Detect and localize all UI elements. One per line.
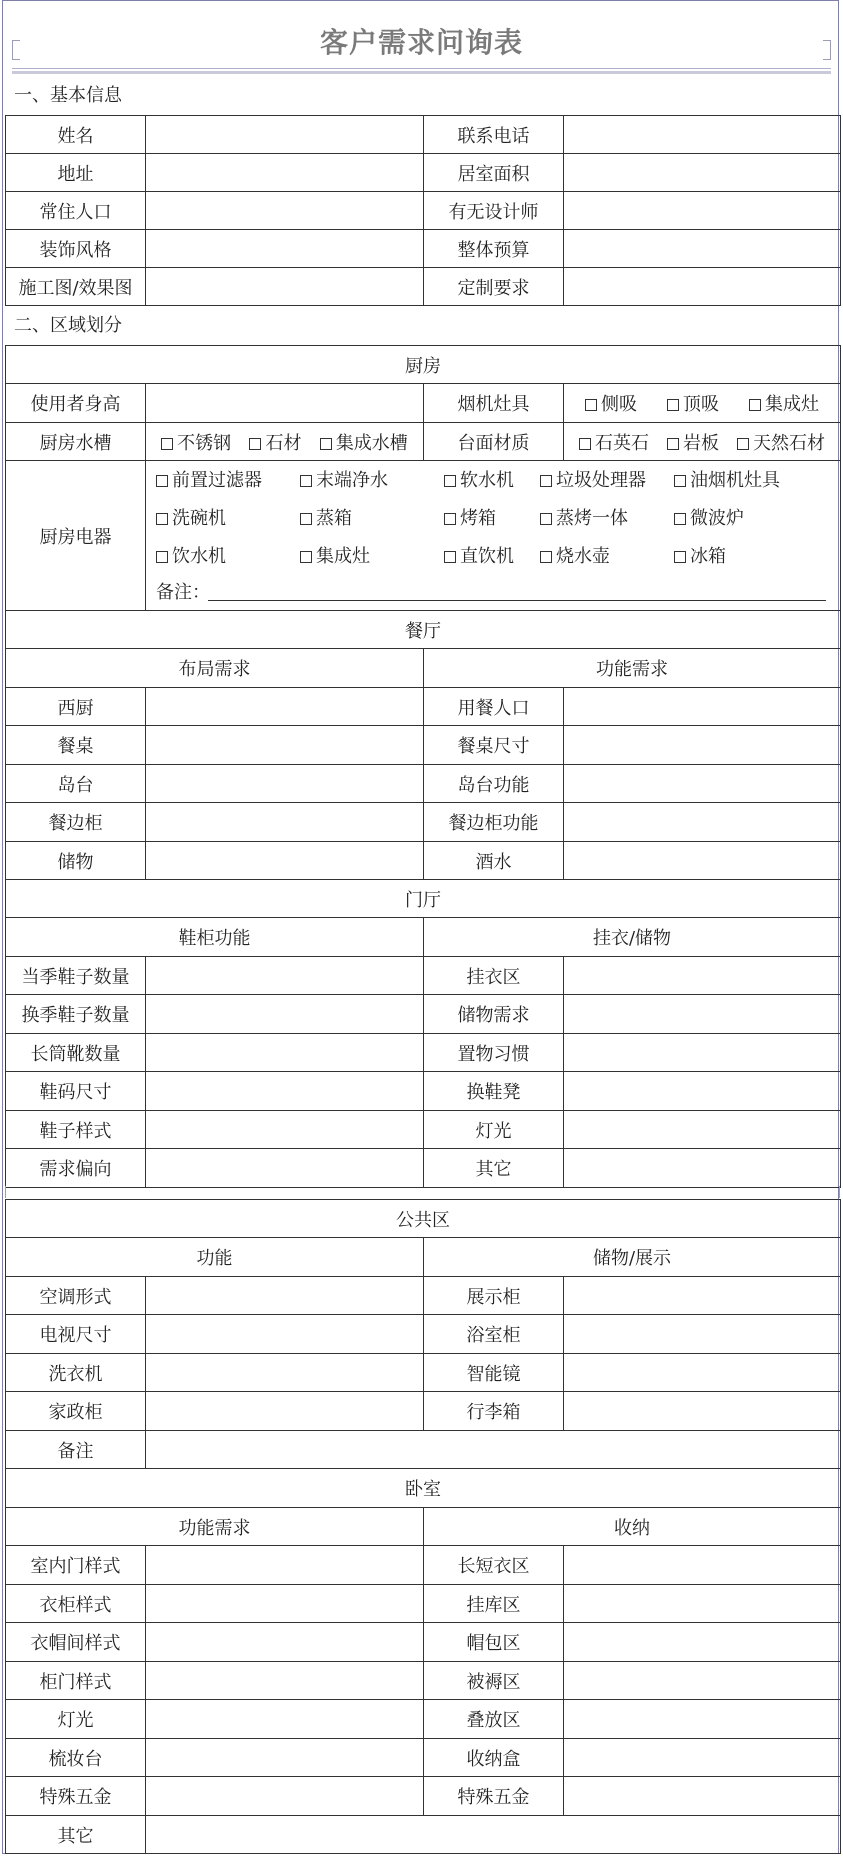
table-row xyxy=(6,423,841,461)
field-input[interactable] xyxy=(564,765,841,803)
field-label: 特殊五金 xyxy=(6,1777,146,1816)
field-label: 电视尺寸 xyxy=(6,1315,146,1354)
appliance-option[interactable]: 前置过滤器 xyxy=(156,462,262,500)
field-input[interactable] xyxy=(146,268,424,306)
field-input[interactable] xyxy=(146,1277,424,1315)
counter-options xyxy=(564,423,841,461)
checkbox-icon xyxy=(156,513,168,525)
bedroom-right-header: 收纳 xyxy=(424,1508,841,1546)
field-input[interactable] xyxy=(146,192,424,230)
table-row xyxy=(6,995,841,1034)
field-label: 长短衣区 xyxy=(424,1546,564,1585)
checkbox-icon xyxy=(300,475,312,487)
field-input[interactable] xyxy=(564,688,841,726)
field-label: 柜门样式 xyxy=(6,1662,146,1700)
foyer-subheader-row xyxy=(6,918,841,957)
section-basic-info: 一、基本信息 xyxy=(14,85,122,106)
bedroom-header: 卧室 xyxy=(6,1469,841,1508)
field-input[interactable] xyxy=(564,1111,841,1149)
public-subheader-row xyxy=(6,1238,841,1277)
field-input[interactable] xyxy=(146,1662,424,1700)
appliances-option-row xyxy=(146,500,840,538)
appliance-option[interactable]: 蒸箱 xyxy=(300,500,352,538)
page-title: 客户需求问询表 xyxy=(319,26,523,59)
field-label: 施工图/效果图 xyxy=(6,268,146,306)
table-row xyxy=(6,1585,841,1623)
field-label: 长筒靴数量 xyxy=(6,1034,146,1072)
public-left-header: 功能 xyxy=(6,1238,424,1277)
field-label: 定制要求 xyxy=(424,268,564,306)
page-break-separator xyxy=(5,1186,840,1198)
checkbox-icon xyxy=(579,438,591,450)
field-input[interactable] xyxy=(564,116,841,154)
field-label: 有无设计师 xyxy=(424,192,564,230)
table-row xyxy=(6,1700,841,1739)
counter-option[interactable]: 天然石材 xyxy=(737,429,825,455)
table-row xyxy=(6,842,841,880)
field-label: 西厨 xyxy=(6,688,146,726)
table-row xyxy=(6,765,841,803)
field-input[interactable] xyxy=(564,842,841,880)
public-right-header: 储物/展示 xyxy=(424,1238,841,1277)
table-row xyxy=(6,1315,841,1354)
dining-right-header: 功能需求 xyxy=(424,649,841,688)
appliances-option-row xyxy=(146,462,840,500)
table-row xyxy=(6,1034,841,1072)
field-input[interactable] xyxy=(564,1662,841,1700)
field-input[interactable] xyxy=(146,230,424,268)
table-row xyxy=(6,230,841,268)
field-input[interactable] xyxy=(564,230,841,268)
table-row xyxy=(6,268,841,306)
field-label: 需求偏向 xyxy=(6,1149,146,1188)
table-row xyxy=(6,1623,841,1662)
table-row xyxy=(6,384,841,423)
field-input[interactable] xyxy=(564,957,841,995)
field-input[interactable] xyxy=(564,803,841,842)
sink-option[interactable]: 集成水槽 xyxy=(320,429,408,455)
checkbox-icon xyxy=(540,475,552,487)
checkbox-icon xyxy=(667,438,679,450)
title-rule xyxy=(12,68,831,69)
field-label: 居室面积 xyxy=(424,154,564,192)
note-line-input[interactable] xyxy=(208,600,826,601)
field-input[interactable] xyxy=(146,726,424,765)
basic-info-body xyxy=(6,116,841,306)
table-row xyxy=(6,1816,841,1854)
kitchen-header: 厨房 xyxy=(6,346,841,384)
appliance-option[interactable]: 饮水机 xyxy=(156,538,226,576)
appliances-options xyxy=(146,461,841,611)
appliances-note xyxy=(146,576,840,610)
table-row xyxy=(6,116,841,154)
field-input[interactable] xyxy=(564,1315,841,1354)
bedroom-other-input[interactable] xyxy=(146,1816,841,1854)
field-label: 鞋子样式 xyxy=(6,1111,146,1149)
appliance-option[interactable]: 洗碗机 xyxy=(156,500,226,538)
table-row xyxy=(6,1354,841,1392)
sink-option[interactable]: 石材 xyxy=(249,429,301,455)
appliance-option[interactable]: 集成灶 xyxy=(300,538,370,576)
field-label: 行李箱 xyxy=(424,1392,564,1431)
checkbox-icon xyxy=(674,475,686,487)
checkbox-icon xyxy=(300,551,312,563)
field-label: 常住人口 xyxy=(6,192,146,230)
field-input[interactable] xyxy=(564,154,841,192)
field-label: 衣帽间样式 xyxy=(6,1623,146,1662)
checkbox-icon xyxy=(667,399,679,411)
field-label: 室内门样式 xyxy=(6,1546,146,1585)
appliance-option[interactable]: 冰箱 xyxy=(674,538,726,576)
sink-label: 厨房水槽 xyxy=(6,423,146,461)
field-label: 置物习惯 xyxy=(424,1034,564,1072)
field-input[interactable] xyxy=(146,116,424,154)
field-input[interactable] xyxy=(564,726,841,765)
dining-subheader-row xyxy=(6,649,841,688)
field-label: 帽包区 xyxy=(424,1623,564,1662)
table-row xyxy=(6,1739,841,1777)
field-label: 特殊五金 xyxy=(424,1777,564,1816)
field-input[interactable] xyxy=(564,1623,841,1662)
field-input[interactable] xyxy=(146,1585,424,1623)
field-input[interactable] xyxy=(564,995,841,1034)
table-row xyxy=(6,1546,841,1585)
foyer-left-header: 鞋柜功能 xyxy=(6,918,424,957)
field-input[interactable] xyxy=(146,1623,424,1662)
bedroom-header-row xyxy=(6,1469,841,1508)
field-input[interactable] xyxy=(146,1739,424,1777)
field-label: 换鞋凳 xyxy=(424,1072,564,1111)
field-input[interactable] xyxy=(564,1392,841,1431)
foyer-right-header: 挂衣/储物 xyxy=(424,918,841,957)
table-row xyxy=(6,726,841,765)
checkbox-icon xyxy=(156,551,168,563)
field-input[interactable] xyxy=(564,192,841,230)
appliance-option[interactable]: 末端净水 xyxy=(300,462,388,500)
field-input[interactable] xyxy=(146,1546,424,1585)
field-input[interactable] xyxy=(146,1111,424,1149)
zones-table-continued xyxy=(5,1199,841,1854)
appliances-row xyxy=(6,461,841,611)
field-label: 梳妆台 xyxy=(6,1739,146,1777)
field-input[interactable] xyxy=(146,803,424,842)
field-input[interactable] xyxy=(146,995,424,1034)
field-input[interactable] xyxy=(564,1149,841,1188)
appliance-option[interactable]: 烧水壶 xyxy=(540,538,610,576)
public-header-row xyxy=(6,1200,841,1238)
bedroom-other-label: 其它 xyxy=(6,1816,146,1854)
field-label: 整体预算 xyxy=(424,230,564,268)
bedroom-subheader-row xyxy=(6,1508,841,1546)
table-row xyxy=(6,1149,841,1188)
field-label: 储物 xyxy=(6,842,146,880)
bedroom-left-header: 功能需求 xyxy=(6,1508,424,1546)
basic-info-table xyxy=(5,115,841,306)
appliances-label: 厨房电器 xyxy=(6,461,146,611)
checkbox-icon xyxy=(444,551,456,563)
field-label: 挂库区 xyxy=(424,1585,564,1623)
field-input[interactable] xyxy=(564,1354,841,1392)
dining-header: 餐厅 xyxy=(6,611,841,649)
checkbox-icon xyxy=(674,513,686,525)
checkbox-icon xyxy=(444,475,456,487)
table-row xyxy=(6,688,841,726)
field-label: 联系电话 xyxy=(424,116,564,154)
appliance-option[interactable]: 软水机 xyxy=(444,462,514,500)
checkbox-icon xyxy=(444,513,456,525)
field-label: 餐边柜功能 xyxy=(424,803,564,842)
field-label: 餐桌 xyxy=(6,726,146,765)
field-input[interactable] xyxy=(146,765,424,803)
appliance-option[interactable]: 蒸烤一体 xyxy=(540,500,628,538)
field-input[interactable] xyxy=(146,1354,424,1392)
table-row xyxy=(6,154,841,192)
sink-options xyxy=(146,423,424,461)
field-input[interactable] xyxy=(564,1585,841,1623)
field-label: 装饰风格 xyxy=(6,230,146,268)
table-row xyxy=(6,1777,841,1816)
table-row xyxy=(6,1662,841,1700)
checkbox-icon xyxy=(585,399,597,411)
field-label: 展示柜 xyxy=(424,1277,564,1315)
table-row xyxy=(6,1111,841,1149)
appliance-option[interactable]: 油烟机灶具 xyxy=(674,462,780,500)
appliance-option[interactable]: 烤箱 xyxy=(444,500,496,538)
field-label: 叠放区 xyxy=(424,1700,564,1739)
field-label: 鞋码尺寸 xyxy=(6,1072,146,1111)
section-zones: 二、区域划分 xyxy=(14,315,122,336)
checkbox-icon xyxy=(156,475,168,487)
public-note-label: 备注 xyxy=(6,1431,146,1469)
field-input[interactable] xyxy=(146,957,424,995)
hood-options xyxy=(564,384,841,423)
field-input[interactable] xyxy=(564,268,841,306)
hood-option[interactable]: 侧吸 xyxy=(585,390,637,416)
appliance-option[interactable]: 微波炉 xyxy=(674,500,744,538)
title-rule-bold xyxy=(12,71,831,74)
user-height-label: 使用者身高 xyxy=(6,384,146,423)
field-label: 空调形式 xyxy=(6,1277,146,1315)
public-note-input[interactable] xyxy=(146,1431,841,1469)
field-label: 洗衣机 xyxy=(6,1354,146,1392)
field-label: 灯光 xyxy=(424,1111,564,1149)
field-input[interactable] xyxy=(146,1034,424,1072)
appliance-option[interactable]: 直饮机 xyxy=(444,538,514,576)
appliances-option-row xyxy=(146,538,840,576)
public-area-header: 公共区 xyxy=(6,1200,841,1238)
table-row xyxy=(6,1431,841,1469)
checkbox-icon xyxy=(674,551,686,563)
field-label: 衣柜样式 xyxy=(6,1585,146,1623)
field-label: 灯光 xyxy=(6,1700,146,1739)
field-input[interactable] xyxy=(564,1034,841,1072)
field-input[interactable] xyxy=(564,1777,841,1816)
checkbox-icon xyxy=(320,438,332,450)
field-label: 挂衣区 xyxy=(424,957,564,995)
table-row xyxy=(6,1277,841,1315)
hood-option[interactable]: 集成灶 xyxy=(749,390,819,416)
checkbox-icon xyxy=(249,438,261,450)
foyer-header-row xyxy=(6,880,841,918)
checkbox-icon xyxy=(300,513,312,525)
note-label: 备注： xyxy=(156,581,210,603)
user-height-input[interactable] xyxy=(146,384,424,423)
field-label: 酒水 xyxy=(424,842,564,880)
field-label: 换季鞋子数量 xyxy=(6,995,146,1034)
field-label: 收纳盒 xyxy=(424,1739,564,1777)
counter-option[interactable]: 岩板 xyxy=(667,429,719,455)
field-label: 浴室柜 xyxy=(424,1315,564,1354)
field-label: 被褥区 xyxy=(424,1662,564,1700)
table-row xyxy=(6,1392,841,1431)
table-row xyxy=(6,957,841,995)
field-label: 当季鞋子数量 xyxy=(6,957,146,995)
field-input[interactable] xyxy=(564,1546,841,1585)
field-input[interactable] xyxy=(146,154,424,192)
hood-option[interactable]: 顶吸 xyxy=(667,390,719,416)
field-label: 岛台 xyxy=(6,765,146,803)
field-input[interactable] xyxy=(146,1777,424,1816)
field-input[interactable] xyxy=(146,1392,424,1431)
table-row xyxy=(6,1072,841,1111)
field-input[interactable] xyxy=(146,688,424,726)
field-label: 餐桌尺寸 xyxy=(424,726,564,765)
dining-header-row xyxy=(6,611,841,649)
checkbox-icon xyxy=(161,438,173,450)
field-label: 地址 xyxy=(6,154,146,192)
appliance-option[interactable]: 垃圾处理器 xyxy=(540,462,646,500)
field-label: 储物需求 xyxy=(424,995,564,1034)
field-label: 姓名 xyxy=(6,116,146,154)
field-input[interactable] xyxy=(146,1149,424,1188)
foyer-header: 门厅 xyxy=(6,880,841,918)
field-input[interactable] xyxy=(146,1315,424,1354)
field-label: 其它 xyxy=(424,1149,564,1188)
counter-label: 台面材质 xyxy=(424,423,564,461)
field-label: 智能镜 xyxy=(424,1354,564,1392)
field-label: 岛台功能 xyxy=(424,765,564,803)
field-input[interactable] xyxy=(564,1277,841,1315)
field-input[interactable] xyxy=(564,1700,841,1739)
field-label: 用餐人口 xyxy=(424,688,564,726)
checkbox-icon xyxy=(737,438,749,450)
field-input[interactable] xyxy=(564,1739,841,1777)
field-label: 家政柜 xyxy=(6,1392,146,1431)
field-input[interactable] xyxy=(146,1700,424,1739)
field-input[interactable] xyxy=(564,1072,841,1111)
zones-table xyxy=(5,345,841,1188)
table-row xyxy=(6,803,841,842)
kitchen-header-row xyxy=(6,346,841,384)
checkbox-icon xyxy=(749,399,761,411)
dining-left-header: 布局需求 xyxy=(6,649,424,688)
counter-option[interactable]: 石英石 xyxy=(579,429,649,455)
sink-option[interactable]: 不锈钢 xyxy=(161,429,231,455)
checkbox-icon xyxy=(540,551,552,563)
field-input[interactable] xyxy=(146,1072,424,1111)
field-input[interactable] xyxy=(146,842,424,880)
hood-label: 烟机灶具 xyxy=(424,384,564,423)
field-label: 餐边柜 xyxy=(6,803,146,842)
table-row xyxy=(6,192,841,230)
checkbox-icon xyxy=(540,513,552,525)
